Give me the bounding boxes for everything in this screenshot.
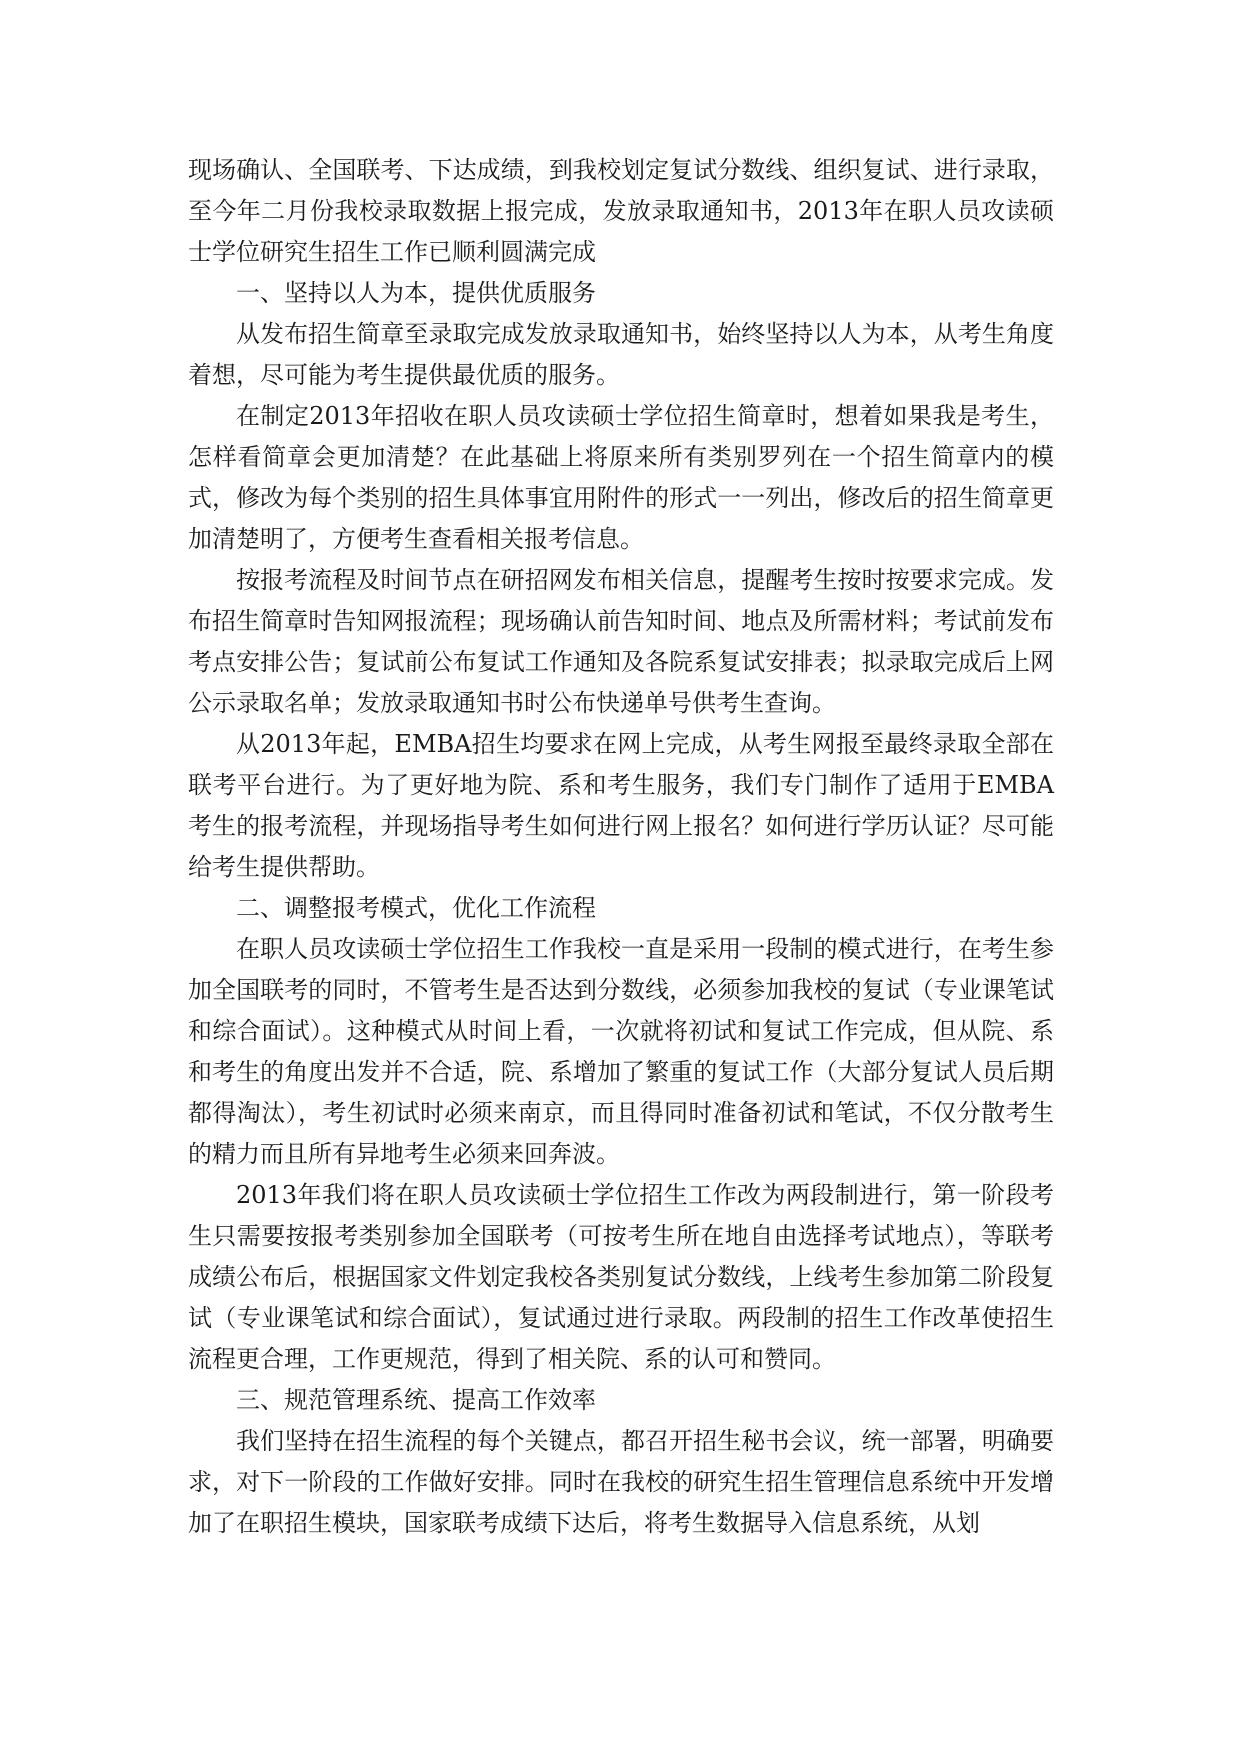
paragraph: 2013年我们将在职人员攻读硕士学位招生工作改为两段制进行，第一阶段考生只需要按报考类别参加全国联考（可按考生所在地自由选择考试地点），等联考成绩公布后，根据国家文件划定我校各类别复试分数线，上线考生参加第二阶段复试（专业课笔试和综合面试），复试通过进行录取。两段制的招生工作改革使招生流程更合理，工作更规范，得到了相关院、系的认可和赞同。 bbox=[188, 1181, 1054, 1373]
paragraph-intro: 现场确认、全国联考、下达成绩，到我校划定复试分数线、组织复试、进行录取，至今年二月份我校录取数据上报完成，发放录取通知书，2013年在职人员攻读硕士学位研究生招生工作已顺利圆满完成 bbox=[188, 156, 1054, 266]
paragraph: 按报考流程及时间节点在研招网发布相关信息，提醒考生按时按要求完成。发布招生简章时告知网报流程；现场确认前告知时间、地点及所需材料；考试前发布考点安排公告；复试前公布复试工作通知及各院系复试安排表；拟录取完成后上网公示录取名单；发放录取通知书时公布快递单号供考生查询。 bbox=[188, 566, 1054, 717]
paragraph: 在制定2013年招收在职人员攻读硕士学位招生简章时，想着如果我是考生，怎样看简章会更加清楚？在此基础上将原来所有类别罗列在一个招生简章内的模式，修改为每个类别的招生具体事宜用附件的形式一一列出，修改后的招生简章更加清楚明了，方便考生查看相关报考信息。 bbox=[188, 402, 1054, 553]
section-heading-2: 二、调整报考模式，优化工作流程 bbox=[236, 894, 596, 922]
document-body bbox=[188, 150, 1054, 1544]
section-heading-3: 三、规范管理系统、提高工作效率 bbox=[236, 1386, 596, 1414]
paragraph: 从发布招生简章至录取完成发放录取通知书，始终坚持以人为本，从考生角度着想，尽可能为考生提供最优质的服务。 bbox=[188, 320, 1054, 389]
section-heading-1: 一、坚持以人为本，提供优质服务 bbox=[236, 279, 596, 307]
paragraph: 我们坚持在招生流程的每个关键点，都召开招生秘书会议，统一部署，明确要求，对下一阶段的工作做好安排。同时在我校的研究生招生管理信息系统中开发增加了在职招生模块，国家联考成绩下达后，将考生数据导入信息系统，从划 bbox=[188, 1427, 1054, 1537]
paragraph: 在职人员攻读硕士学位招生工作我校一直是采用一段制的模式进行，在考生参加全国联考的同时，不管考生是否达到分数线，必须参加我校的复试（专业课笔试和综合面试）。这种模式从时间上看，一次就将初试和复试工作完成，但从院、系和考生的角度出发并不合适，院、系增加了繁重的复试工作（大部分复试人员后期都得淘汰），考生初试时必须来南京，而且得同时准备初试和笔试，不仅分散考生的精力而且所有异地考生必须来回奔波。 bbox=[188, 935, 1054, 1168]
paragraph: 从2013年起，EMBA招生均要求在网上完成，从考生网报至最终录取全部在联考平台进行。为了更好地为院、系和考生服务，我们专门制作了适用于EMBA考生的报考流程，并现场指导考生如何进行网上报名？如何进行学历认证？尽可能给考生提供帮助。 bbox=[188, 730, 1054, 881]
